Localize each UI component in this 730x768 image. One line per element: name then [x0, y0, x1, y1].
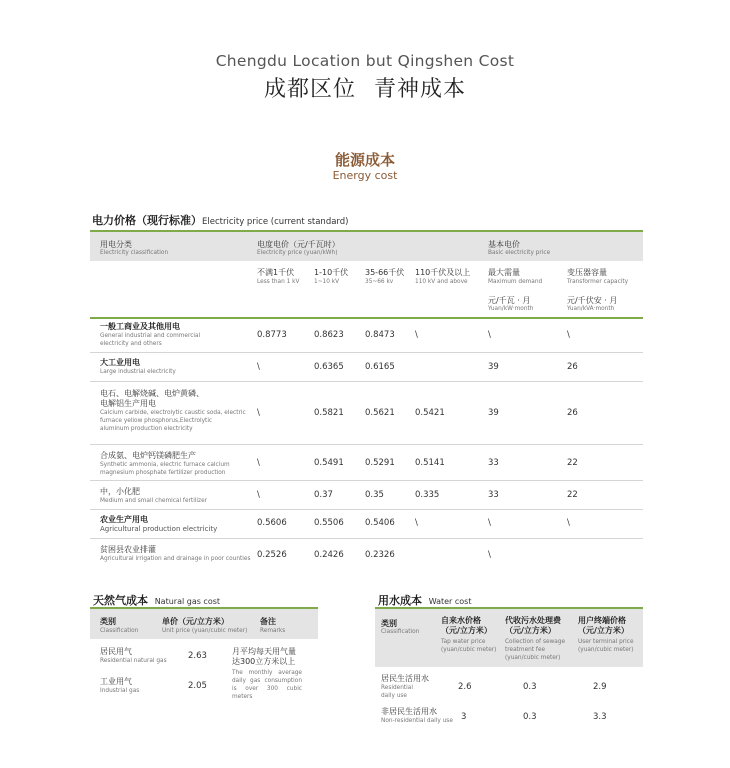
sub-header-cn: 110千伏及以上 — [415, 268, 471, 277]
water-row-label-cn: 非居民生活用水 — [381, 707, 437, 716]
gas-col-remarks-cn: 备注 — [260, 617, 276, 626]
gas-title-en: Natural gas cost — [154, 597, 221, 606]
water-col-class-en: Classification — [381, 629, 420, 635]
water-title-en: Water cost — [428, 597, 472, 606]
gas-price-value: 2.63 — [188, 651, 207, 661]
gas-remark-en: The monthly average daily gas consumption is over 300 cubic meters — [232, 670, 302, 700]
row-label-en: Large industrial electricity — [100, 369, 176, 375]
sub-header-cn: 35-66千伏 — [365, 268, 405, 277]
cell-value: 0.5421 — [415, 408, 445, 418]
sub-header-en: Transformer capacity — [567, 279, 629, 285]
cell-value: 26 — [567, 408, 578, 418]
row-label-en: aluminum production electricity — [100, 426, 193, 432]
row-label-en: Synthetic ammonia, electric furnace calcium — [100, 462, 230, 468]
water-row-label — [381, 707, 453, 725]
gas-col-class-cn: 类别 — [100, 617, 116, 626]
cell-value: \ — [257, 362, 260, 372]
row-divider — [90, 538, 643, 539]
electricity-title-cn: 电力价格 — [92, 214, 136, 227]
water-col-tap-cn2: （元/立方米） — [441, 626, 492, 635]
table-row-label — [100, 545, 250, 563]
gas-title — [93, 592, 220, 608]
cell-value: 39 — [488, 362, 499, 372]
cell-value: 0.5291 — [365, 458, 395, 468]
col-price-en: Electricity price (yuan/kWh) — [257, 250, 338, 256]
cell-value: 0.35 — [365, 490, 384, 500]
water-row-label-cn: 居民生活用水 — [381, 674, 429, 683]
electricity-title-cn2: （现行标准） — [136, 214, 202, 227]
water-row-label-en: Non-residential daily use — [381, 718, 453, 724]
unit-capacity-cn: 元/千伏安 · 月 — [567, 296, 618, 305]
gas-col-remarks-en: Remarks — [260, 628, 286, 634]
water-cell-value: 2.6 — [458, 682, 472, 692]
row-label-en: Medium and small chemical fertilizer — [100, 498, 208, 504]
row-divider — [90, 444, 643, 445]
row-label-en: Calcium carbide, electrolytic caustic soda, electric — [100, 410, 246, 416]
table-row-label — [100, 487, 207, 505]
electricity-header-band — [90, 232, 643, 261]
water-cell-value: 3.3 — [593, 712, 607, 722]
table-row-label — [100, 389, 246, 433]
row-label-en: Agricultural production electricity — [100, 525, 218, 533]
gas-title-cn: 天然气成本 — [93, 594, 148, 607]
cell-value: \ — [415, 518, 418, 528]
cell-value: 0.5406 — [365, 518, 395, 528]
row-label-cn: 贫困县农业排灌 — [100, 545, 156, 554]
page-title-en: Chengdu Location but Qingshen Cost — [215, 52, 515, 70]
cell-value: \ — [567, 330, 570, 340]
col-basic-en: Basic electricity price — [488, 250, 551, 256]
water-col-class-cn: 类别 — [381, 619, 397, 628]
row-label-cn: 大工业用电 — [100, 358, 140, 367]
unit-demand-en: Yuan/kW·month — [488, 306, 534, 312]
cell-value: 26 — [567, 362, 578, 372]
cell-value: 39 — [488, 408, 499, 418]
sub-header-cn: 不满1千伏 — [257, 268, 295, 277]
water-title-cn: 用水成本 — [378, 594, 422, 607]
gas-row-label-cn: 居民用气 — [100, 647, 132, 656]
gas-col-price-cn: 单价（元/立方米） — [162, 617, 229, 626]
cell-value: 0.8473 — [365, 330, 395, 340]
cell-value: 22 — [567, 458, 578, 468]
gas-price-value: 2.05 — [188, 681, 207, 691]
gas-remark — [232, 647, 302, 701]
row-divider — [90, 352, 643, 353]
table-row-label — [100, 515, 217, 533]
sub-header-en: 35~66 kv — [365, 279, 394, 285]
water-row-label-en: daily use — [381, 693, 407, 699]
electricity-title — [92, 212, 348, 228]
cell-value: 0.5821 — [314, 408, 344, 418]
col-classification-en: Electricity classification — [100, 250, 169, 256]
cell-value: 0.5606 — [257, 518, 287, 528]
cell-value: 0.2526 — [257, 550, 287, 560]
row-label-cn: 农业生产用电 — [100, 515, 148, 524]
cell-value: 0.8623 — [314, 330, 344, 340]
cell-value: \ — [488, 330, 491, 340]
sub-header-cn: 1-10千伏 — [314, 268, 349, 277]
page-title-cn: 成都区位 青神成本 — [264, 77, 466, 102]
row-label-cn: 电石、电解烧碱、电炉黄磷、 — [100, 389, 204, 398]
sub-header-en: 1~10 kV — [314, 279, 340, 285]
cell-value: 0.2426 — [314, 550, 344, 560]
water-cell-value: 3 — [461, 712, 467, 722]
row-label-cn: 合成氨、电炉钙镁磷肥生产 — [100, 451, 196, 460]
water-col-sewage — [505, 616, 573, 662]
water-col-terminal-cn: 用户终端价格 — [578, 616, 626, 625]
water-row-label — [381, 674, 429, 700]
table-row-label — [100, 358, 176, 376]
water-col-terminal — [578, 616, 642, 654]
row-label-en: General industrial and commercial — [100, 333, 201, 339]
sub-header-en: 110 kV and above — [415, 279, 468, 285]
cell-value: 33 — [488, 458, 499, 468]
water-col-terminal-cn2: （元/立方米） — [578, 626, 629, 635]
cell-value: \ — [488, 518, 491, 528]
cell-value: \ — [567, 518, 570, 528]
cell-value: \ — [257, 408, 260, 418]
unit-capacity-en: Yuan/kVA·month — [567, 306, 615, 312]
section-title-en: Energy cost — [332, 169, 398, 182]
row-label-cn: 一般工商业及其他用电 — [100, 322, 180, 331]
row-divider — [90, 480, 643, 481]
cell-value: 0.335 — [415, 490, 440, 500]
water-col-tap-cn: 自来水价格 — [441, 616, 481, 625]
cell-value: 0.2326 — [365, 550, 395, 560]
cell-value: 0.5506 — [314, 518, 344, 528]
electricity-header-rule — [90, 317, 643, 319]
water-cell-value: 0.3 — [523, 682, 537, 692]
sub-header-cn: 变压器容量 — [567, 268, 607, 277]
water-col-sewage-cn2: （元/立方米） — [505, 626, 556, 635]
row-label-cn: 中，小化肥 — [100, 487, 140, 496]
water-cell-value: 2.9 — [593, 682, 607, 692]
col-classification-cn: 用电分类 — [100, 240, 132, 249]
gas-row-label-en: Industrial gas — [100, 688, 140, 694]
section-title-cn: 能源成本 — [334, 151, 395, 169]
row-label-cn2: 电解铝生产用电 — [100, 399, 156, 408]
cell-value: \ — [415, 330, 418, 340]
sub-header-en: Maximum demand — [488, 279, 543, 285]
cell-value: 0.5621 — [365, 408, 395, 418]
gas-row-label-en: Residential natural gas — [100, 658, 167, 664]
unit-demand-cn: 元/千瓦 · 月 — [488, 296, 531, 305]
water-col-sewage-en: Collection of sewage treatment fee (yuan/cubic meter) — [505, 639, 566, 661]
sub-header-cn: 最大需量 — [488, 268, 520, 277]
cell-value: 0.6165 — [365, 362, 395, 372]
table-row-label — [100, 451, 230, 477]
water-title — [378, 592, 471, 608]
cell-value: 0.5141 — [415, 458, 445, 468]
sub-header-en: Less than 1 kV — [257, 279, 300, 285]
gas-remark-cn2: 达300立方米以上 — [232, 657, 296, 666]
row-label-en: furnace yellow phosphorus,Electrolytic — [100, 418, 213, 424]
row-label-en: electricity and others — [100, 341, 162, 347]
cell-value: 0.5491 — [314, 458, 344, 468]
row-label-en: Agricultural irrigation and drainage in poor counties — [100, 556, 251, 562]
gas-remark-cn: 月平均每天用气量 — [232, 647, 296, 656]
water-col-terminal-en: User terminal price (yuan/cubic meter) — [578, 639, 634, 653]
cell-value: 0.37 — [314, 490, 333, 500]
cell-value: 0.8773 — [257, 330, 287, 340]
water-col-sewage-cn: 代收污水处理费 — [505, 616, 561, 625]
row-divider — [90, 509, 643, 510]
water-cell-value: 0.3 — [523, 712, 537, 722]
row-divider — [90, 381, 643, 382]
gas-row-label-cn: 工业用气 — [100, 677, 132, 686]
cell-value: \ — [488, 550, 491, 560]
col-price-cn: 电度电价（元/千瓦时） — [257, 240, 340, 249]
electricity-title-en: Electricity price (current standard) — [202, 217, 349, 227]
gas-col-price-en: Unit price (yuan/cubic meter) — [162, 628, 248, 634]
water-col-tap-en: Tap water price (yuan/cubic meter) — [441, 639, 497, 653]
table-row-label — [100, 322, 200, 348]
cell-value: 0.6365 — [314, 362, 344, 372]
cell-value: \ — [257, 458, 260, 468]
water-col-tap — [441, 616, 501, 654]
cell-value: 22 — [567, 490, 578, 500]
row-label-en: magnesium phosphate fertilizer production — [100, 470, 226, 476]
gas-col-class-en: Classification — [100, 628, 139, 634]
cell-value: \ — [257, 490, 260, 500]
water-row-label-en: Residential — [381, 685, 413, 691]
cell-value: 33 — [488, 490, 499, 500]
col-basic-cn: 基本电价 — [488, 240, 520, 249]
